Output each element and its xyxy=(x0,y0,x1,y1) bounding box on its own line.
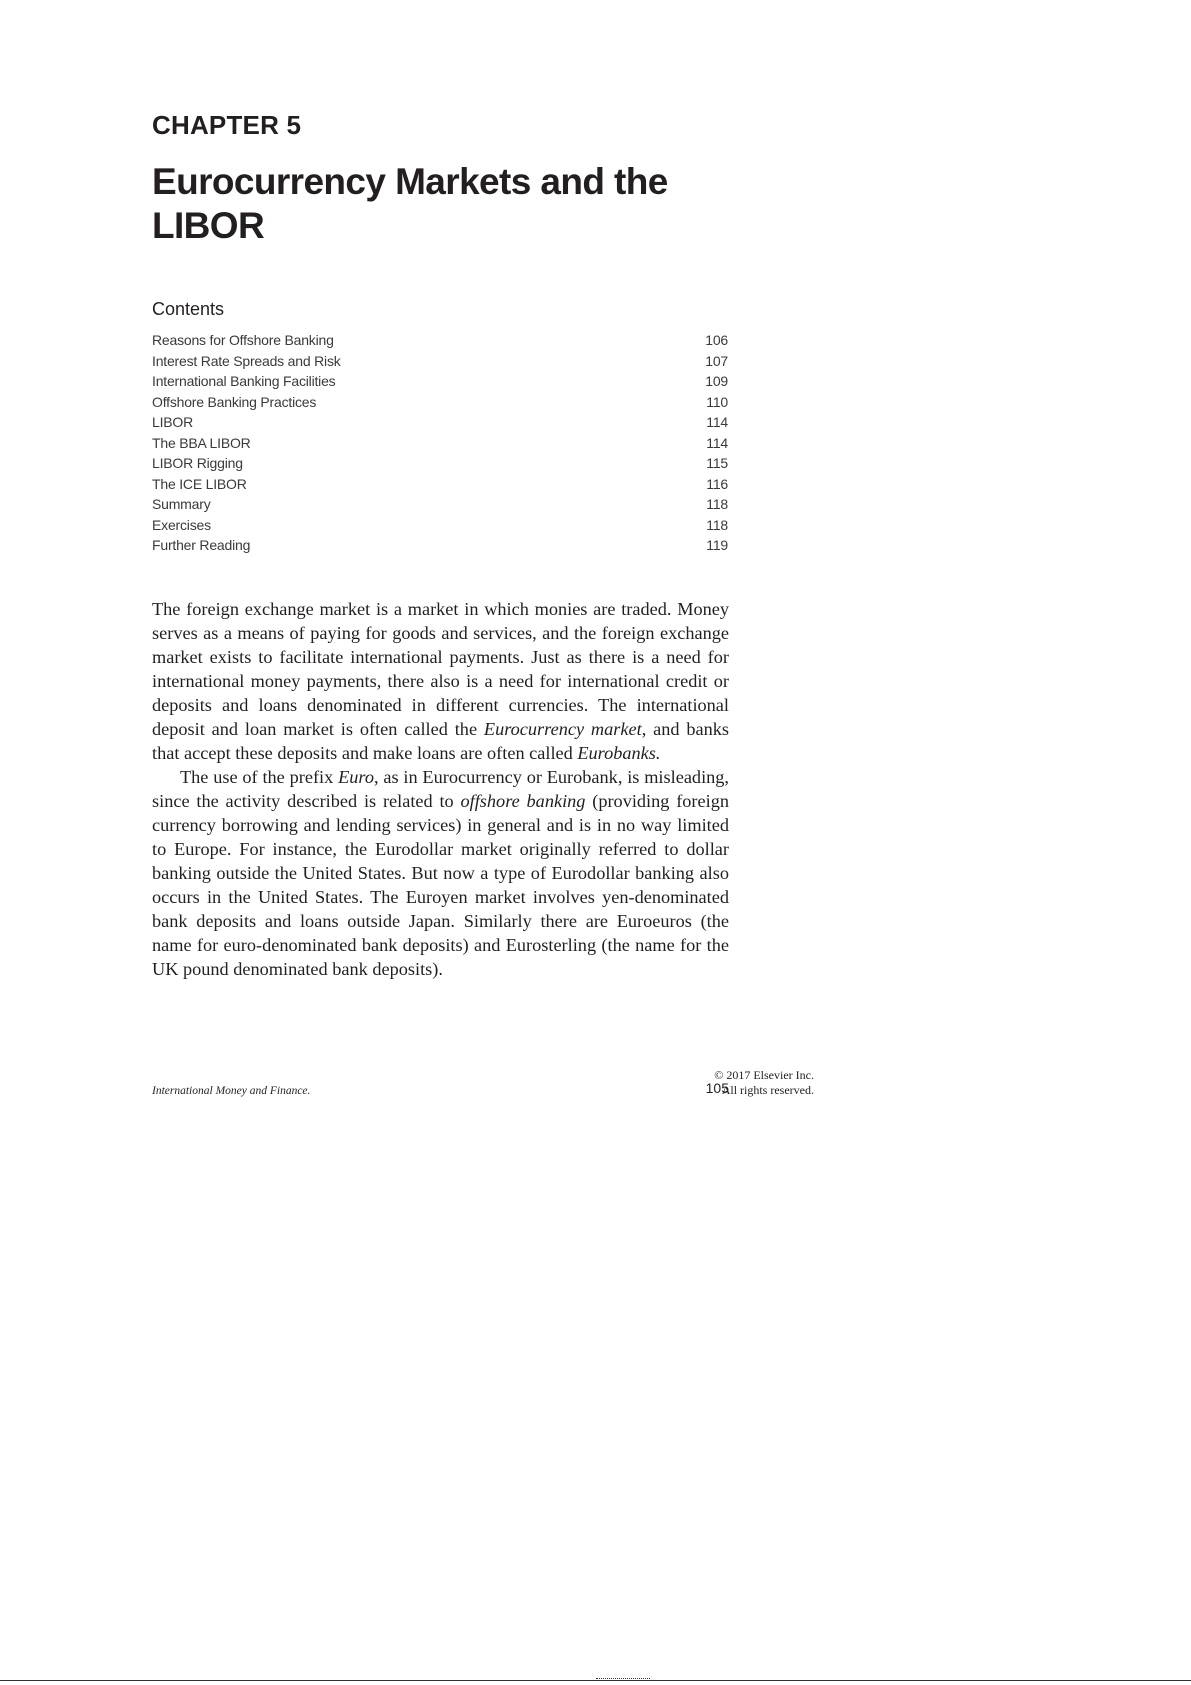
toc-entry-page: 114 xyxy=(706,414,728,430)
body-paragraph xyxy=(152,765,729,981)
toc-entry-page: 107 xyxy=(705,352,728,369)
emphasized-term: offshore banking xyxy=(460,791,586,811)
copyright-line: © 2017 Elsevier Inc. xyxy=(714,1068,814,1082)
emphasized-term: Eurocurrency market xyxy=(483,719,642,739)
toc-entry-title: Interest Rate Spreads and Risk xyxy=(152,352,341,369)
toc-entry-page: 106 xyxy=(705,332,728,348)
footer-source: International Money and Finance. xyxy=(152,1085,311,1097)
body-paragraph xyxy=(152,597,729,765)
toc-entry-title: Exercises xyxy=(152,516,211,533)
toc-entry-title: Summary xyxy=(152,496,211,512)
bottom-rule-mark xyxy=(596,1678,650,1681)
toc-entry-title: International Banking Facilities xyxy=(152,373,336,389)
toc-entry xyxy=(152,515,728,536)
toc-entry xyxy=(152,474,728,495)
toc-entry xyxy=(152,494,728,515)
body-text xyxy=(152,597,729,981)
toc-entry xyxy=(152,371,728,392)
toc-entry-page: 118 xyxy=(706,496,728,512)
toc-entry-page: 116 xyxy=(706,475,728,492)
paragraph-text: The foreign exchange market is a market in which monies are traded. Money serves as a means of paying for goods and services, and the foreign exchange market exists to facilitate international payments. Just as there is a need for international money payments, there also is a need for international credit or deposits and loans denominated in different currencies. The international deposit and loan market is often called the xyxy=(152,599,729,739)
emphasized-term: Euro xyxy=(338,767,374,787)
paragraph-text: (providing foreign currency borrowing and lending services) in general and is in no way limited to Europe. For instance, the Eurodollar market originally referred to dollar banking outside the United States. But now a type of Eurodollar banking also occurs in the United States. The Euroyen market involves yen-denominated bank deposits and loans outside Japan. Similarly there are Euroeuros (the name for euro-denominated bank deposits) and Eurosterling (the name for the UK pound denominated bank deposits). xyxy=(152,791,729,979)
table-of-contents xyxy=(152,330,728,556)
toc-entry xyxy=(152,412,728,433)
toc-entry-page: 119 xyxy=(706,537,728,553)
toc-entry xyxy=(152,330,728,351)
toc-entry xyxy=(152,453,728,474)
emphasized-term: Eurobanks. xyxy=(577,743,661,763)
toc-entry-page: 118 xyxy=(706,516,728,533)
toc-entry-title: LIBOR xyxy=(152,414,194,430)
toc-entry-title: LIBOR Rigging xyxy=(152,455,243,471)
paragraph-text: , and banks that accept these deposits and make loans are often called xyxy=(152,719,729,763)
toc-entry-page: 114 xyxy=(706,434,728,451)
toc-entry xyxy=(152,535,728,556)
toc-entry-page: 115 xyxy=(706,455,728,471)
toc-entry-page: 109 xyxy=(705,373,728,389)
toc-entry-title: Reasons for Offshore Banking xyxy=(152,332,334,348)
toc-entry xyxy=(152,392,728,413)
chapter-title: Eurocurrency Markets and the LIBOR xyxy=(152,161,668,246)
copyright-line: All rights reserved. xyxy=(721,1083,814,1097)
toc-entry-title: Offshore Banking Practices xyxy=(152,393,317,410)
footer-copyright xyxy=(502,1068,814,1098)
chapter-label: CHAPTER 5 xyxy=(152,110,302,140)
toc-entry-title: Further Reading xyxy=(152,537,251,553)
paragraph-text: The use of the prefix xyxy=(180,767,339,787)
toc-entry-title: The ICE LIBOR xyxy=(152,475,247,492)
toc-entry xyxy=(152,433,728,454)
contents-heading: Contents xyxy=(152,299,225,319)
toc-entry-title: The BBA LIBOR xyxy=(152,434,251,451)
toc-entry xyxy=(152,351,728,372)
paragraph-text: , as in Eurocurrency or Eurobank, is misleading, since the activity described is related to xyxy=(152,767,730,811)
page-number: 105 xyxy=(705,1080,729,1096)
toc-entry-page: 110 xyxy=(706,393,728,410)
